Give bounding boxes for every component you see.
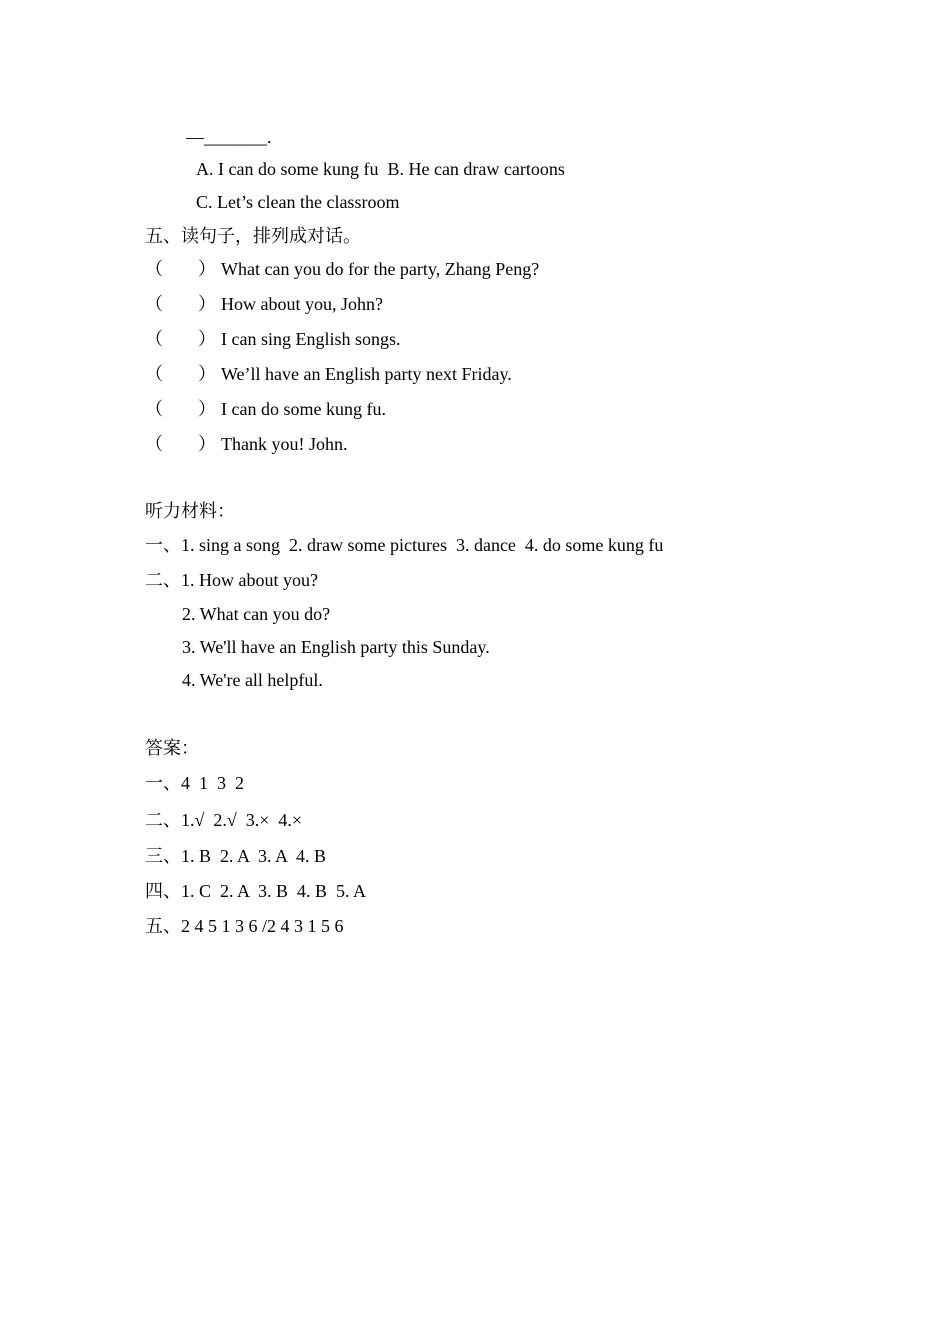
dialogue-sentence: How about you, John? (221, 294, 383, 314)
open-paren: （ (145, 364, 163, 384)
open-paren: （ (145, 329, 163, 349)
dialogue-sentence: Thank you! John. (221, 434, 348, 454)
listening-part2-line: 4. We're all helpful. (182, 670, 323, 690)
answer-line: 二、1.√ 2.√ 3.× 4.× (145, 810, 303, 830)
answer-line: 五、2 4 5 1 3 6 /2 4 3 1 5 6 (145, 916, 344, 936)
answer-line: 一、4 1 3 2 (145, 773, 244, 793)
close-paren: ） (198, 294, 216, 314)
listening-part2-line: 二、1. How about you? (145, 570, 318, 590)
dialogue-sentence: I can sing English songs. (221, 329, 401, 349)
close-paren: ） (198, 364, 216, 384)
answer-blank: —_______. (186, 127, 272, 147)
listening-heading: 听力材料： (145, 501, 235, 521)
open-paren: （ (145, 259, 163, 279)
close-paren: ） (198, 434, 216, 454)
listening-part1: 一、1. sing a song 2. draw some pictures 3. dance 4. do some kung fu (145, 535, 664, 555)
answers-heading: 答案： (145, 738, 199, 758)
answer-line: 三、1. B 2. A 3. A 4. B (145, 846, 327, 866)
options-a-b: A. I can do some kung fu B. He can draw cartoons (196, 159, 565, 179)
close-paren: ） (198, 329, 216, 349)
section5-heading: 五、读句子，排列成对话。 (145, 226, 361, 246)
listening-part2-line: 3. We'll have an English party this Sunday. (182, 637, 490, 657)
dialogue-sentence: I can do some kung fu. (221, 399, 386, 419)
open-paren: （ (145, 434, 163, 454)
answer-line: 四、1. C 2. A 3. B 4. B 5. A (145, 881, 367, 901)
open-paren: （ (145, 294, 163, 314)
close-paren: ） (198, 399, 216, 419)
listening-part2-line: 2. What can you do? (182, 604, 331, 624)
option-c: C. Let’s clean the classroom (196, 192, 400, 212)
close-paren: ） (198, 259, 216, 279)
dialogue-sentence: What can you do for the party, Zhang Peng? (221, 259, 540, 279)
open-paren: （ (145, 399, 163, 419)
dialogue-sentence: We’ll have an English party next Friday. (221, 364, 512, 384)
